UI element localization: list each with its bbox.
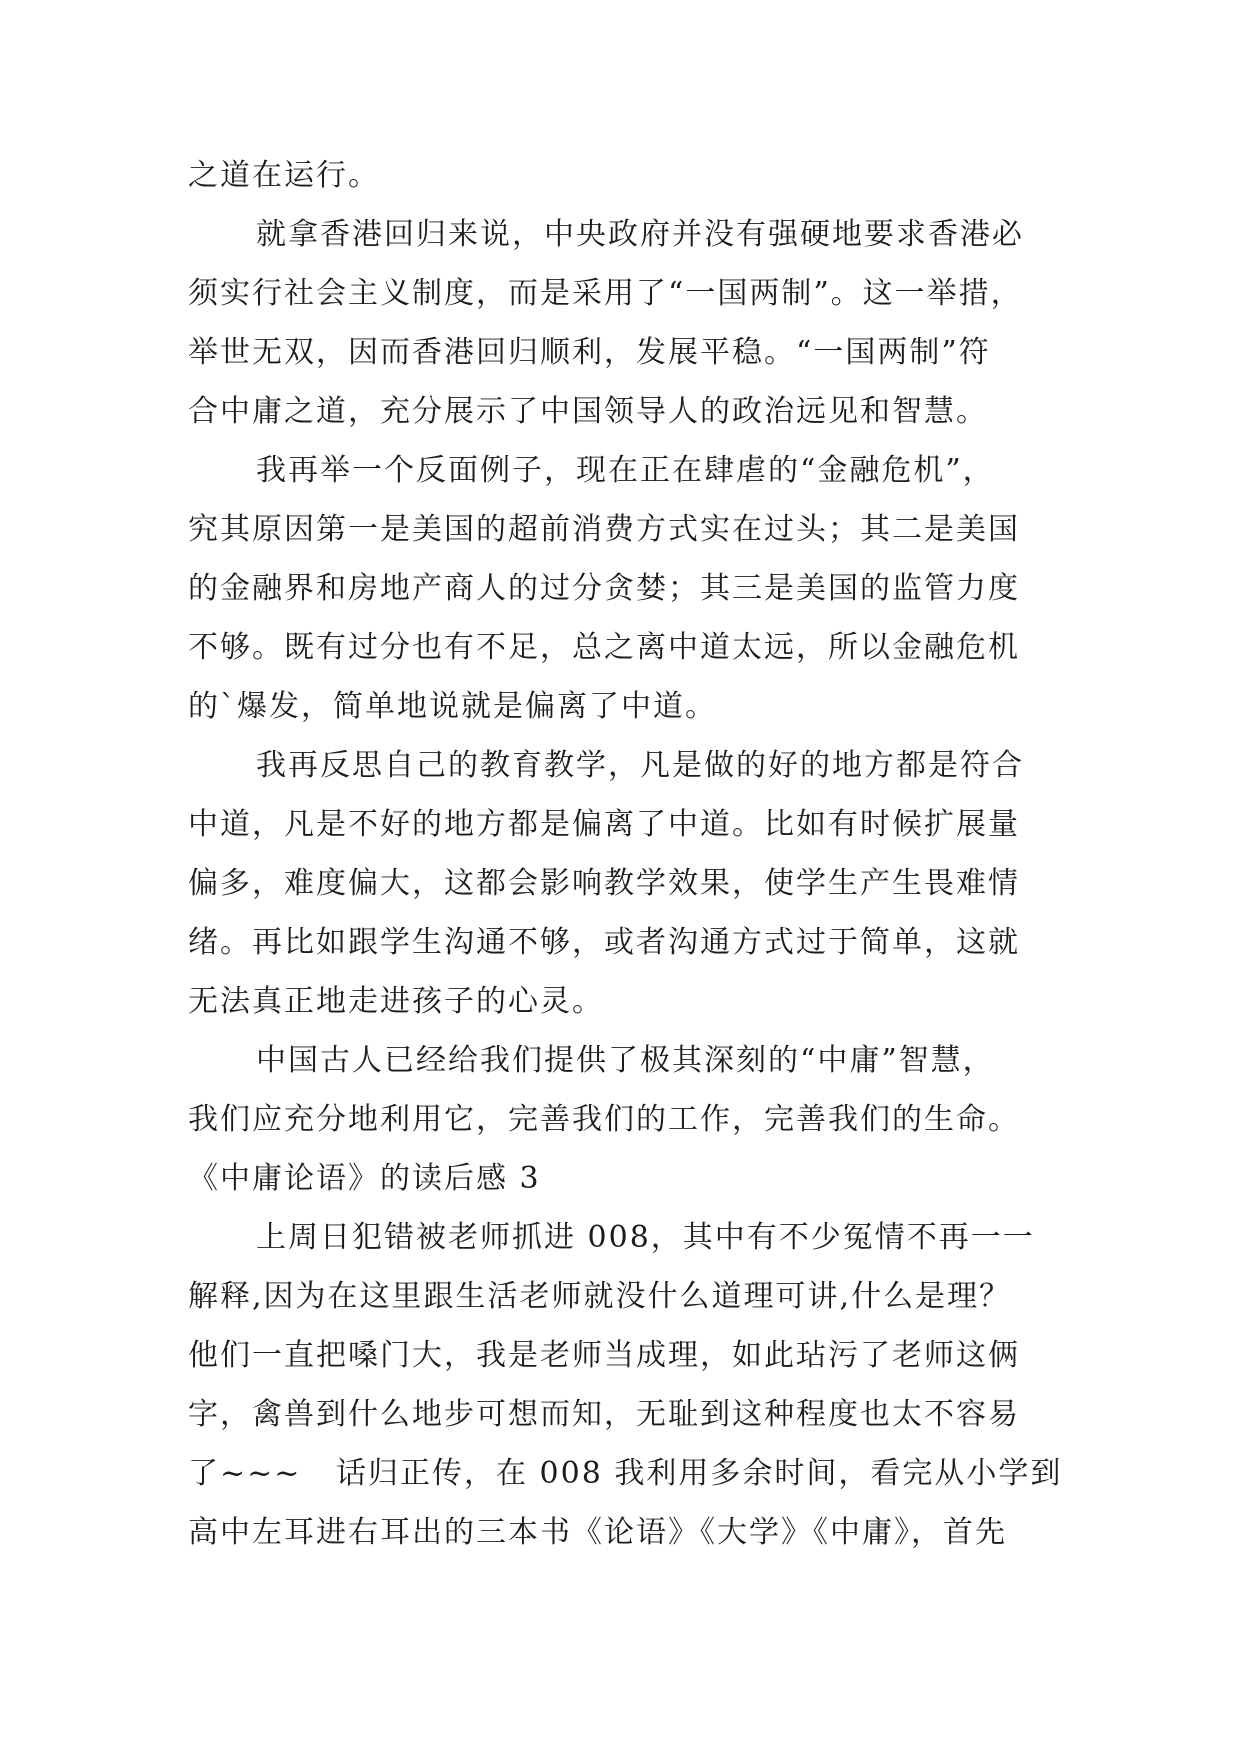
text-line: 字，禽兽到什么地步可想而知，无耻到这种程度也太不容易 [188, 1397, 1020, 1432]
text-line: 之道在运行。 [188, 158, 380, 193]
body-text [188, 146, 1068, 1562]
text-line: 合中庸之道，充分展示了中国领导人的政治远见和智慧。 [188, 394, 988, 429]
text-line: 上周日犯错被老师抓进 008，其中有不少冤情不再一一 [256, 1220, 1035, 1255]
text-line: 中国古人已经给我们提供了极其深刻的“中庸”智慧， [256, 1043, 995, 1078]
text-line: 解释,因为在这里跟生活老师就没什么道理可讲,什么是理？ [188, 1279, 1012, 1314]
text-line: 我再举一个反面例子，现在正在肆虐的“金融危机”， [256, 453, 995, 488]
text-line: 偏多，难度偏大，这都会影响教学效果，使学生产生畏难情 [188, 866, 1020, 901]
text-line: 就拿香港回归来说，中央政府并没有强硬地要求香港必 [256, 217, 1024, 252]
text-line: 不够。既有过分也有不足，总之离中道太远，所以金融危机 [188, 630, 1020, 665]
text-line: 举世无双，因而香港回归顺利，发展平稳。“一国两制”符 [188, 335, 991, 370]
text-line: 绪。再比如跟学生沟通不够，或者沟通方式过于简单，这就 [188, 925, 1020, 960]
text-line: 了~~~ 话归正传，在 008 我利用多余时间，看完从小学到 [188, 1456, 1063, 1491]
text-line: 我们应充分地利用它，完善我们的工作，完善我们的生命。 [188, 1102, 1020, 1137]
text-line: 究其原因第一是美国的超前消费方式实在过头；其二是美国 [188, 512, 1020, 547]
text-line: 高中左耳进右耳出的三本书《论语》《大学》《中庸》，首先 [188, 1515, 1007, 1550]
text-line: 中道，凡是不好的地方都是偏离了中道。比如有时候扩展量 [188, 807, 1020, 842]
text-line: 须实行社会主义制度，而是采用了“一国两制”。这一举措， [188, 276, 1023, 311]
text-line: 的金融界和房地产商人的过分贪婪；其三是美国的监管力度 [188, 571, 1020, 606]
text-line: 的`爆发，简单地说就是偏离了中道。 [188, 689, 717, 724]
text-line: 无法真正地走进孩子的心灵。 [188, 984, 604, 1019]
text-line: 我再反思自己的教育教学，凡是做的好的地方都是符合 [256, 748, 1024, 783]
text-line: 他们一直把嗓门大，我是老师当成理，如此玷污了老师这俩 [188, 1338, 1020, 1373]
text-line: 《中庸论语》的读后感 3 [188, 1161, 541, 1196]
